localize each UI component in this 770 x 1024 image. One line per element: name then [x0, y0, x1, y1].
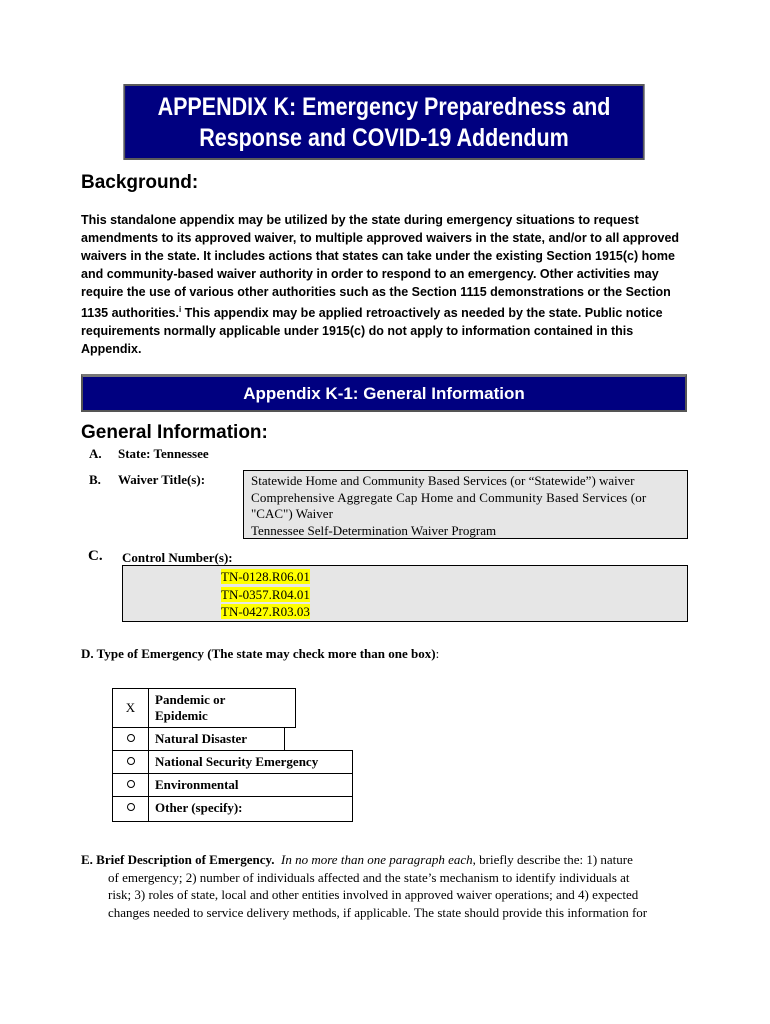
background-text-part2: This appendix may be applied retroactively as needed by the state. Public notice requirements normally applicable under 1915(c) do not apply to information contained in this Appendix.	[81, 306, 663, 357]
radio-empty-icon	[127, 780, 135, 788]
item-c-letter: C.	[88, 548, 103, 564]
background-heading: Background:	[81, 172, 199, 193]
item-e-text: , briefly describe the: 1) nature	[472, 852, 633, 867]
national-security-label: National Security Emergency	[155, 754, 319, 769]
background-paragraph	[81, 211, 681, 358]
general-information-heading: General Information:	[81, 422, 268, 443]
background-text-part1: This standalone appendix may be utilized by the state during emergency situations to request amendments to its approved waiver, to multiple approved waivers in the state, and/or to all approved waivers in the state. It includes actions that states can take under the existing Section 1915(c) home and community-based waiver authority in order to respond to an emergency. Other activities may require the use of various other authorities such as the Section 1115 demonstrations or the Section 1135 authorities.	[81, 213, 680, 321]
other-label: Other (specify):	[155, 800, 243, 815]
environmental-label: Environmental	[155, 777, 239, 792]
item-e-description	[81, 851, 691, 921]
pandemic-label-line1: Pandemic or	[155, 692, 226, 707]
natural-disaster-option-cell	[148, 727, 285, 751]
item-e-italic: In no more than one paragraph each	[281, 852, 473, 867]
control-number-2: TN-0357.R04.01	[221, 586, 310, 602]
waiver-titles-field[interactable]	[243, 470, 688, 539]
environmental-option-cell	[148, 773, 353, 797]
waiver-title-line1: Statewide Home and Community Based Services (or “Statewide”) waiver	[251, 473, 635, 488]
control-numbers-field[interactable]	[122, 565, 688, 622]
item-b-label: Waiver Title(s):	[118, 472, 206, 487]
item-b-waiver-title	[89, 472, 205, 488]
radio-empty-icon	[127, 757, 135, 765]
national-security-radio[interactable]	[112, 750, 149, 774]
control-number-1: TN-0128.R06.01	[221, 569, 310, 584]
item-e-line4: changes needed to service delivery methods, if applicable. The state should provide this information for	[108, 904, 648, 920]
pandemic-option-cell	[148, 688, 296, 728]
item-e-lead: E. Brief Description of Emergency.	[81, 852, 275, 867]
item-d-label	[81, 646, 439, 662]
control-number-3: TN-0427.R03.03	[221, 604, 310, 619]
natural-disaster-label: Natural Disaster	[155, 731, 248, 746]
waiver-title-line4: Tennessee Self-Determination Waiver Program	[251, 522, 497, 538]
appendix-title-line2: Response and COVID-19 Addendum	[199, 124, 569, 152]
other-radio[interactable]	[112, 796, 149, 822]
item-a-state	[89, 446, 209, 462]
appendix-title-banner	[123, 84, 644, 160]
item-d-label-tail: :	[435, 646, 440, 661]
pandemic-label-line2: Epidemic	[155, 708, 208, 723]
item-c-label: Control Number(s):	[122, 550, 233, 565]
waiver-title-line3: "CAC") Waiver	[251, 506, 333, 521]
waiver-title-line2: Comprehensive Aggregate Cap Home and Community Based Services (or	[251, 489, 647, 505]
radio-empty-icon	[127, 734, 135, 742]
footnote-marker: i	[178, 305, 182, 314]
environmental-radio[interactable]	[112, 773, 149, 797]
item-a-letter: A.	[89, 446, 102, 461]
k1-section-bar: Appendix K-1: General Information	[81, 374, 687, 412]
appendix-title-line1: APPENDIX K: Emergency Preparedness and	[157, 93, 611, 121]
natural-disaster-radio[interactable]	[112, 727, 149, 751]
item-e-line3: risk; 3) roles of state, local and other entities involved in approved waiver operations; and 4) expected	[108, 887, 639, 902]
item-a-label: State: Tennessee	[118, 446, 209, 461]
pandemic-checkbox[interactable]	[112, 688, 149, 728]
item-d-label-bold: D. Type of Emergency (The state may check more than one box)	[81, 646, 436, 661]
pandemic-check-mark: X	[125, 700, 136, 715]
national-security-option-cell	[148, 750, 353, 774]
other-option-cell	[148, 796, 353, 822]
radio-empty-icon	[127, 803, 135, 811]
item-b-letter: B.	[89, 472, 101, 487]
item-e-line2: of emergency; 2) number of individuals affected and the state’s mechanism to identify individuals at	[108, 869, 630, 885]
